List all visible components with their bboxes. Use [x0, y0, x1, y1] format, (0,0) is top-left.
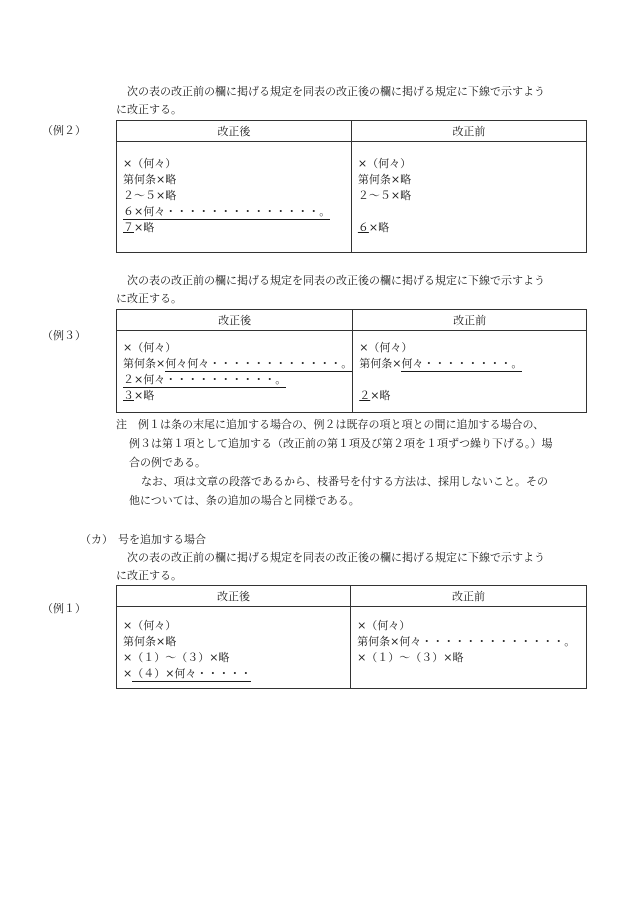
provision-text: ×略 — [134, 221, 155, 234]
underlined-number: ３ — [123, 389, 134, 402]
before-cell — [353, 331, 587, 413]
column-header-before: 改正前 — [351, 586, 587, 607]
before-cell — [351, 607, 587, 689]
intro-line: に改正する。 — [116, 569, 182, 582]
provision-line: ×（何々） — [357, 619, 411, 632]
underlined-addition: ２×何々・・・・・・・・・・。 — [123, 373, 287, 386]
underlined-number: ７ — [123, 221, 134, 234]
note-block — [116, 415, 588, 510]
provision-line: ×（何々） — [357, 157, 412, 170]
underlined-number: ６ — [357, 221, 369, 234]
comparison-table-ex3 — [116, 309, 587, 413]
provision-text: ×略 — [370, 389, 391, 402]
comparison-table-ex2 — [116, 120, 587, 253]
after-cell — [117, 331, 353, 413]
intro-line: 次の表の改正前の欄に掲げる規定を同表の改正後の欄に掲げる規定に下線で示すよう — [127, 85, 545, 98]
column-header-after: 改正後 — [117, 121, 352, 142]
intro-paragraph-3 — [116, 549, 586, 585]
intro-line: 次の表の改正前の欄に掲げる規定を同表の改正後の欄に掲げる規定に下線で示すよう — [127, 551, 545, 564]
provision-text: 第何条× — [359, 357, 402, 370]
provision-line: 第何条×略 — [123, 635, 177, 648]
example-label: （例１） — [42, 602, 86, 615]
comparison-table-ex1 — [116, 585, 587, 689]
underlined-number: ２ — [359, 389, 371, 402]
underlined-addition: 何々何々・・・・・・・・・・・・。 — [165, 357, 353, 370]
before-cell — [351, 142, 586, 253]
provision-line: 第何条×略 — [123, 173, 177, 186]
provision-line: ２～５×略 — [123, 189, 177, 202]
note-line: なお、項は文章の段落であるから、枝番号を付する方法は、採用しないこと。その — [141, 475, 548, 488]
provision-line: ×（何々） — [123, 341, 177, 354]
provision-line: 第何条×略 — [357, 173, 412, 186]
intro-paragraph-1 — [116, 83, 586, 119]
column-header-before: 改正前 — [353, 310, 587, 331]
provision-text: 第何条× — [123, 357, 166, 370]
note-line: 他については、条の追加の場合と同様である。 — [129, 494, 360, 507]
note-line: 注 例１は条の末尾に追加する場合の、例２は既存の項と項との間に追加する場合の、 — [116, 418, 545, 431]
intro-line: 次の表の改正前の欄に掲げる規定を同表の改正後の欄に掲げる規定に下線で示すよう — [127, 274, 545, 287]
intro-line: に改正する。 — [116, 103, 182, 116]
provision-line: 第何条×何々・・・・・・・・・・・・・。 — [357, 635, 576, 648]
provision-line: ×（１）～（３）×略 — [123, 651, 230, 664]
provision-line: ×（何々） — [123, 619, 177, 632]
column-header-before: 改正前 — [351, 121, 586, 142]
note-line: 合の例である。 — [129, 456, 206, 469]
after-cell — [117, 142, 352, 253]
example-label: （例３） — [42, 329, 86, 342]
column-header-after: 改正後 — [117, 310, 353, 331]
underlined-text: 何々・・・・・・・・。 — [401, 357, 523, 370]
provision-line: ２～５×略 — [357, 189, 412, 202]
column-header-after: 改正後 — [117, 586, 351, 607]
provision-text: ×略 — [134, 389, 155, 402]
example-label: （例２） — [42, 124, 86, 137]
provision-text: × — [123, 667, 133, 680]
provision-line: ×（何々） — [359, 341, 413, 354]
after-cell — [117, 607, 351, 689]
provision-line: ×（何々） — [123, 157, 177, 170]
intro-line: に改正する。 — [116, 292, 182, 305]
intro-paragraph-2 — [116, 272, 586, 308]
provision-text: ×略 — [368, 221, 390, 234]
section-marker: （カ） — [80, 533, 113, 546]
underlined-addition: （４）×何々・・・・・ — [132, 667, 252, 680]
underlined-addition: ６×何々・・・・・・・・・・・・・・。 — [123, 205, 331, 218]
note-line: 例３は第１項として追加する（改正前の第１項及び第２項を１項ずつ繰り下げる。）場 — [129, 437, 553, 450]
section-title: 号を追加する場合 — [118, 533, 206, 546]
provision-line: ×（１）～（３）×略 — [357, 651, 464, 664]
